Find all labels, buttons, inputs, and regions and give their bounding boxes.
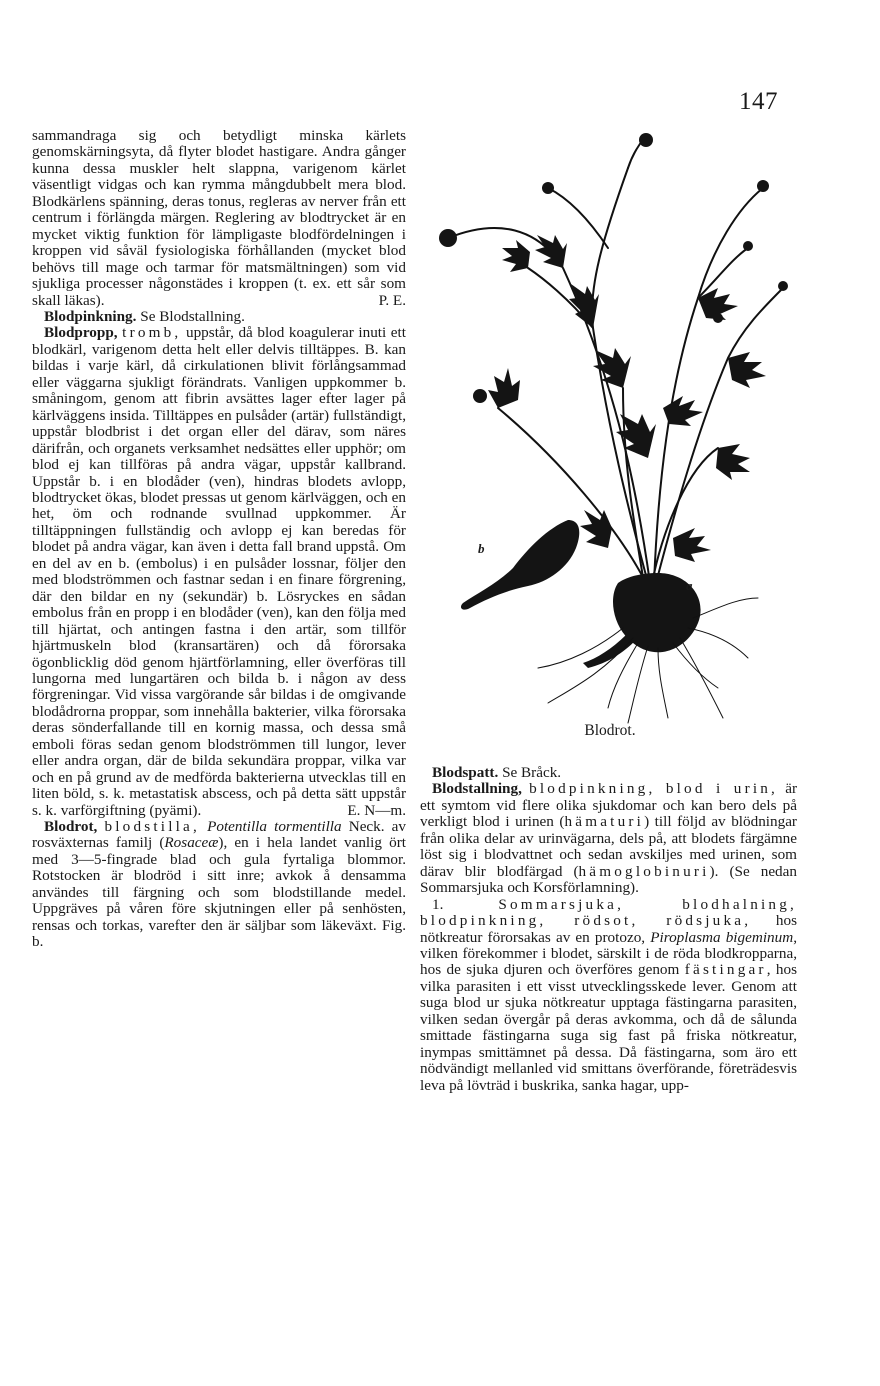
entry-heading: Blodstallning, [432, 780, 522, 798]
entry-spaced-term: tromb, [122, 324, 182, 342]
author-signature: P. E. [378, 291, 406, 309]
entry-text: , vilken förekommer i blodet, särskilt i de röda blodkropparna, hos de sjuka djuren och överföres genom [420, 928, 797, 979]
paragraph-karl-tonus [32, 128, 406, 309]
entry-text: Se Blodstallning. [136, 307, 245, 325]
entry-text: ). (Se nedan Sommarsjuka och Korsförlamning). [420, 862, 797, 897]
page-number: 147 [739, 88, 778, 115]
entry-spaced-term: hämaturi [564, 813, 645, 831]
entry-heading: Blodpropp, [44, 324, 118, 342]
latin-name: Potentilla tormentilla [207, 818, 342, 836]
entry-heading: Blodrot, [44, 818, 98, 836]
entry-spaced-term: blodpinkning, blod i urin, [529, 780, 779, 798]
entry-heading: Blodpinkning. [44, 307, 137, 325]
right-column [420, 765, 797, 1094]
family-name: Rosaceæ [164, 834, 219, 852]
entry-text: Neck. av rosväxternas familj ( [32, 818, 407, 852]
left-column [32, 128, 406, 951]
entry-blodrot [32, 819, 406, 951]
entry-text: hos nötkreatur förorsakas av en protozo, [420, 912, 797, 946]
entry-text: är ett symtom vid flere olika sjukdomar och kan bero dels på verkligt blod i urinen ( [420, 780, 798, 831]
entry-text: , hos vilka parasiten i ett visst utvecklingsskede lever. Genom att suga blod ur sjuka nötkreatur upptaga fästingarna parasiten, vilken sedan övergår på deras avkomma, och då de sålunda smittade fästingarna suga sig fast på friska nötkreatur, inympas smittämnet på dessa. Då fästingarna, som äro ett nödvändigt mellanled vid smittans överförande, företrädesvis leva på lövträd i buskrika, sanka hagar, upp- [420, 961, 797, 1094]
figure-caption: Blodrot. [584, 722, 636, 739]
figure-label-b: b [478, 541, 485, 556]
section-number: 1. [432, 895, 444, 913]
figure-blodrot [418, 128, 808, 738]
entry-sommarsjuka [420, 897, 797, 1094]
entry-blodpropp [32, 325, 406, 819]
entry-spaced-term: Sommarsjuka, blodhalning, blodpinkning, rödsot, rödsjuka, [420, 895, 797, 930]
entry-blodspatt [420, 765, 797, 781]
latin-name: Piroplasma bigeminum [650, 928, 794, 946]
entry-text: ) till följd av blödningar från olika delar av urinvägarna, dels på, att blodets färgämne löst sig i blodvattnet och sedan avskiljes med urinen, som därav blir blodfärgad ( [420, 813, 797, 880]
entry-blodpinkning [32, 309, 406, 325]
entry-blodstallning [420, 781, 797, 896]
author-signature: E. N—m. [347, 801, 406, 819]
entry-text: Se Bråck. [498, 764, 562, 781]
paragraph-text: sammandraga sig och betydligt minska kärlets genomskärningsyta, då flyter blodet hastigare. Andra gånger kunna dessa muskler helt slappna, varigenom kärlet väsentligt vidgas och kan rymma mångdubbelt mera blod. Blodkärlens spänning, deras tonus, regleras av nerver från ett centrum i förlängda märgen. Reglering av blodtrycket är en mycket viktig funktion för lämpligaste blodfördelningen i kroppen vid såväl fysiologiska förhållanden (mycket blod behövs till mage och tarmar för matsmältningen) som vid sjukliga processer någonstädes i kroppen (t. ex. ett sår som skall läkas). [32, 127, 406, 309]
entry-text: ), en i hela landet vanlig ört med 3—5-fingrade blad och gula fyrtaliga blommor. Rotstocken är blodröd i sitt inre; avkok å densamma användes till färgning och som blodstillande medel. Uppgräves på våren före skjutningen eller på senhösten, rensas och torkas, varefter den är säljbar som läkeväxt. Fig. b. [32, 834, 406, 951]
entry-spaced-term: fästingar [684, 961, 767, 979]
entry-text: uppstår, då blod koagulerar inuti ett blodkärl, varigenom detta helt eller delvis tilltäppes. B. kan bildas i varje kärl, då cirkulationen blivit förlångsammad eller väggarna sjukligt förändrats. Vanligen uppkommer b. småningom, genom att fibrin avsättes lager efter lager på kärlväggens insida. Tilltäppes en pulsåder (artär) fullständigt, uppstår blodbrist i det organ eller del därav, som näres därifrån, och organets verksamhet nedsättes eller upphör; om blod ej kan tillföras på andra vägar, uppstår kallbrand. Uppstår b. i en blodåder (ven), hindras blodets avlopp, blodtrycket ökas, blodet pressas ut genom kärlväggen, och en het, öm och rodnande svullnad uppkommer. Är tilltäppningen fullständig och avlopp ej kan beredas för blodet på andra vägar, kan även i detta fall brand uppstå. Om en del av en b. (embolus) i en pulsåder lossnar, följer den med blodströmmen och fastnar sedan i en finare förgrening, där den bildar en ny (sekundär) b. Lösryckes en sådan embolus från en propp i en blodåder (ven), kan den följa med till hjärtat, och antingen fastna i den artär, som tillför hjärtmuskeln blod (kransartären) och då förorsaka ögonblicklig död genom hjärtförlamning, eller överföras till lungorna med lungartären och bilda b. i någon av dess förgreningar. Vid vissa vargörande sår bildas i de omgivande blodådrorna proppar, som innehålla bakterier, vilka förorsaka deras sönderfallande till en kornig massa, och dessa små emboli föras sedan genom blodströmmen till lungor, lever eller andra organ, där de bilda sekundära proppar, vilka var och en på grund av de medförda bakterierna utvecklas till en liten böld, s. k. metastatisk abscess, och på detta sätt uppstår s. k. varförgiftning (pyämi). [32, 324, 406, 819]
entry-spaced-term: hämoglobinuri [578, 862, 710, 880]
entry-spaced-term: blodstilla, [104, 818, 200, 836]
plant-illustration [418, 128, 808, 738]
entry-heading: Blodspatt. [432, 764, 499, 781]
figure-label-a: a [686, 578, 693, 593]
